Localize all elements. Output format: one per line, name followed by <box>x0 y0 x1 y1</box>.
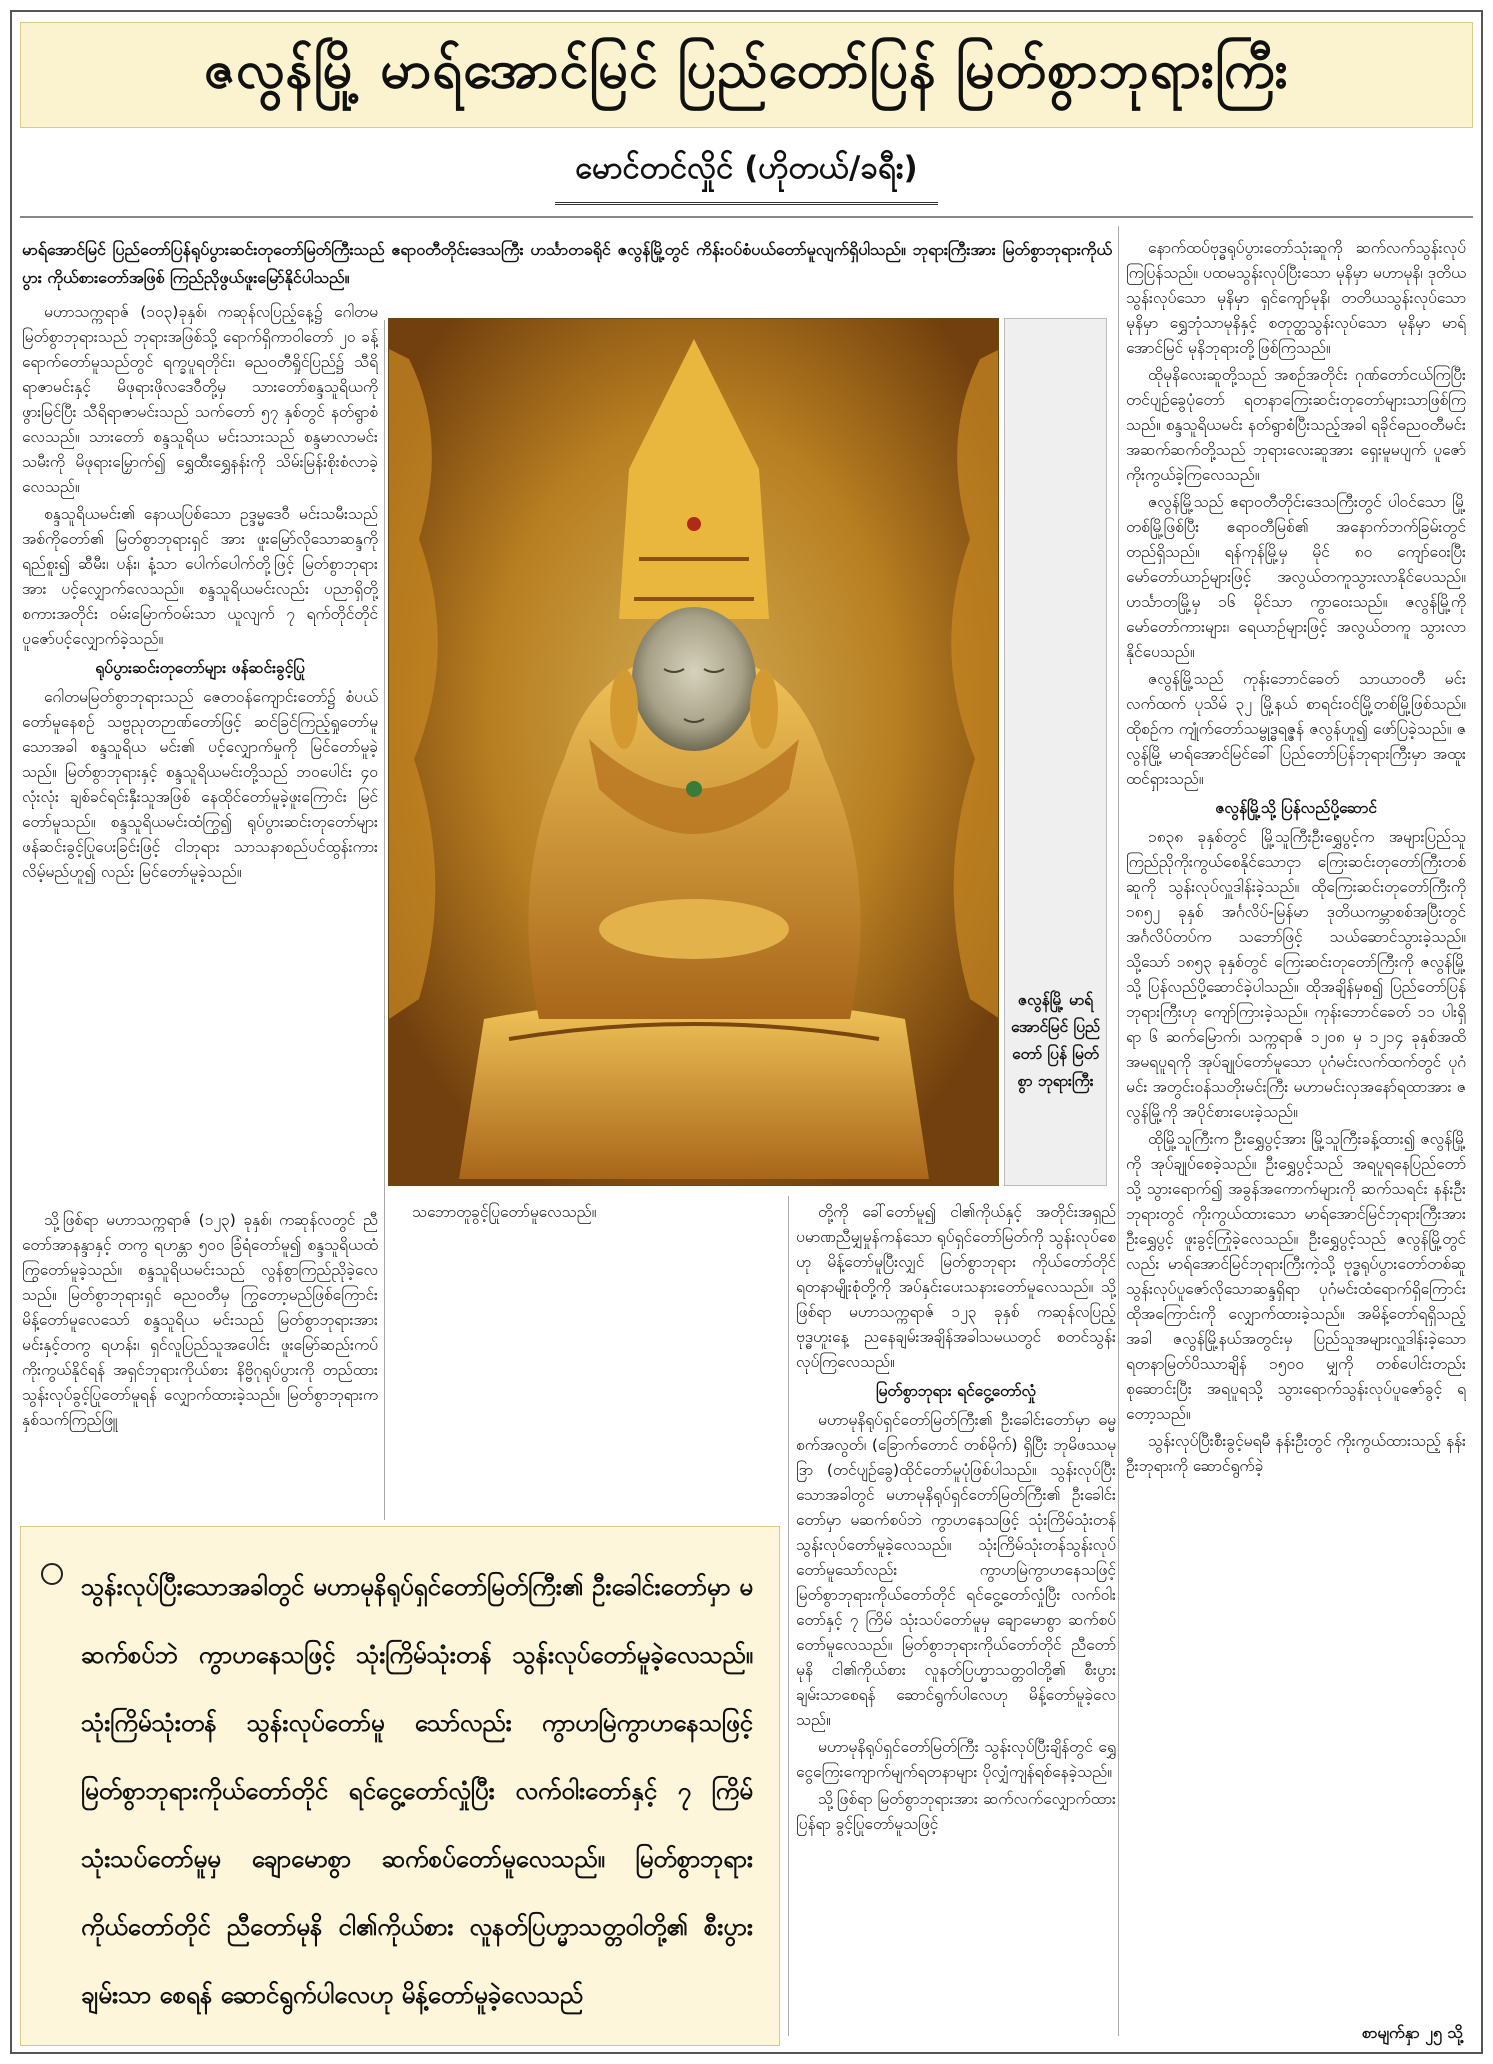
byline: မောင်တင်လှိုင် (ဟိုတယ်/ခရီး) <box>555 148 937 205</box>
byline-wrap <box>0 148 1493 205</box>
paragraph: နောက်ထပ်ဗုဒ္ဓရုပ်ပွားတော်သုံးဆူကို ဆက်လက်သွန်းလုပ်ကြပြန်သည်။ ပထမသွန်းလုပ်ပြီးသော မုနိမှာ မဟာမုနိ၊ ဒုတိယသွန်းလုပ်သော မုနိမှာ ရှင်ကျော်မုနိ၊ တတိယသွန်းလုပ်သော မုနိမှာ ရွှေဘုံသာမုနိနှင့် စတုတ္ထသွန်းလုပ်သော မုနိမှာ မာရ်အောင်မြင် မုနိဘုရားတို့ဖြစ်ကြသည်။ <box>1126 239 1466 357</box>
continued-on-page: စာမျက်နှာ ၂၅ သို့ <box>1361 2023 1463 2042</box>
paragraph: မဟာမုနိရုပ်ရှင်တော်မြတ်ကြီး၏ ဦးခေါင်းတော်မှာ ဓမ္မစက်အလွတ်၊ (ခြောက်တောင် တစ်မိုက်) ရှိပြီး ဘုမိဖဿမုဒြာ (တင်ပျဉ်ခွေ)ထိုင်တော်မူပုံဖြစ်ပါသည်။ သွန်းလုပ်ပြီးသောအခါတွင် မဟာမုနိရုပ်ရှင်တော်မြတ်ကြီး၏ ဦးခေါင်းတော်မှာ မဆက်စပ်ဘဲ ကွာဟနေသဖြင့် သုံးကြိမ်သုံးတန် သွန်းလုပ်တော်မူခဲ့လေသည်။ သုံးကြိမ်သုံးတန်သွန်းလုပ်တော်မူသော်လည်း ကွာဟမြဲကွာဟနေသဖြင့် မြတ်စွာဘုရားကိုယ်တော်တိုင် ရင်ငွေ့တော်လှုံပြီး လက်ဝါးတော်နှင့် ၇ ကြိမ် သုံးသပ်တော်မူမှ ချောမောစွာ ဆက်စပ်တော်မူလေသည်။ မြတ်စွာဘုရားကိုယ်တော်တိုင် ညီတော်မုနိ ငါ၏ကိုယ်စား လူနတ်ပြဟ္မာသတ္တဝါတို့၏ စီးပွားချမ်းသာစေရန် ဆောင်ရွက်ပါလေဟု မိန့်တော်မူခဲ့လေသည်။ <box>796 1411 1116 1729</box>
column-1 <box>22 300 378 1208</box>
column-3 <box>796 1200 1116 2040</box>
headline: ဇလွန်မြို့ မာရ်အောင်မြင် ပြည်တော်ပြန် မြတ်စွာဘုရားကြီး <box>204 40 1289 100</box>
subheading: မြတ်စွာဘုရား ရင်ငွေ့တော်လှုံ <box>875 1382 1037 1400</box>
paragraph: ၁၈၃၈ ခုနှစ်တွင် မြို့သူကြီးဦးရွှေပွင့်က အများပြည်သူကြည်ညိုကိုးကွယ်စေနိုင်သောငှာ ကြေးဆင်းတုတော်ကြီးတစ်ဆူကို သွန်းလုပ်လှူဒါန်းခဲ့သည်။ ထိုကြေးဆင်းတုတော်ကြီးကို ၁၈၅၂ ခုနှစ် အင်္ဂလိပ်-မြန်မာ ဒုတိယကမ္ဘာစစ်အပြီးတွင် အင်္ဂလိပ်တပ်က သဘော်ဖြင့် သယ်ဆောင်သွားခဲ့သည်။ သို့သော် ၁၈၅၃ ခုနှစ်တွင် ကြေးဆင်းတုတော်ကြီးကို ဇလွန်မြို့သို့ ပြန်လည်ပို့ဆောင်ခဲ့ပါသည်။ ထိုအချိန်မှစ၍ ပြည်တော်ပြန်ဘုရားကြီးဟု ကျော်ကြားခဲ့သည်။ ကုန်းဘောင်ခေတ် ၁၁ ပါးရှိရာ ၆ ဆက်မြောက်၊ သက္ကရာဇ် ၁၂၀၈ မှ ၁၂၁၄ ခုနှစ်အထိ အမရပူရကို အုပ်ချုပ်တော်မူသော ပုဂံမင်းလက်ထက်တွင် ပုဂံမင်း အတွင်းဝန်သတိုးမင်းကြီး မဟာမင်းလှအနော်ရထာအား ဇလွန်မြို့ကို အပိုင်စားပေးခဲ့သည်။ <box>1126 828 1466 1121</box>
column-4 <box>1126 236 1466 2006</box>
buddha-statue-photo <box>388 318 999 1186</box>
photo-caption: ဇလွန်မြို့ မာရ် အောင်မြင် ပြည်တော် ပြန် မြတ်စွာ ဘုရားကြီး <box>1011 991 1100 1090</box>
paragraph: ဂေါတမမြတ်စွာဘုရားသည် ဇေတဝန်ကျောင်းတော်၌ စံပယ်တော်မူနေစဉ် သဗ္ဗညုတဉာဏ်တော်ဖြင့် ဆင်ခြင်ကြည့်ရှုတော်မူသောအခါ စန္ဒသူရိယ မင်း၏ ပင့်လျှောက်မှုကို မြင်တော်မူခဲ့သည်။ မြတ်စွာဘုရားနှင့် စန္ဒသူရိယမင်းတို့သည် ဘဝပေါင်း ၄၀ လုံးလုံး ချစ်ခင်ရင်းနှီးသူအဖြစ် နေထိုင်တော်မူခဲ့ဖူးကြောင်း မြင်တော်မူသည်။ စန္ဒသူရိယမင်းထံကြွ၍ ရုပ်ပွားဆင်းတုတော်များ ဖန်ဆင်းခွင့်ပြုပေးခြင်းဖြင့် ငါဘုရား သာသနာစည်ပင်ထွန်းကားလိမ့်မည်ဟူ၍ လည်း မြင်တော်မူခဲ့သည်။ <box>22 688 378 881</box>
paragraph: စန္ဒသူရိယမင်း၏ နောယပြစ်သော ဥဒ္ဒမ္မဒေဝီ မင်းသမီးသည် အစ်ကိုတော်၏ မြတ်စွာဘုရားရှင် အား ဖူးမြော်လိုသောဆန္ဒကို ရည်စူး၍ ဆီမီး၊ ပန်း၊ နံ့သာ ပေါက်ပေါက်တို့ဖြင့် မြတ်စွာဘုရားအား ပင့်လျှောက်လေသည်။ စန္ဒသူရိယမင်းလည်း ပညာရှိတို့ စကားအတိုင်း ဝမ်းမြောက်ဝမ်းသာ ယူလျက် ၇ ရက်တိုင်တိုင် ပူဇော်ပင့်လျှောက်ခဲ့သည်။ <box>22 505 378 648</box>
pull-quote-text: သွန်းလုပ်ပြီးသောအခါတွင် မဟာမုနိရုပ်ရှင်တော်မြတ်ကြီး၏ ဦးခေါင်းတော်မှာ မဆက်စပ်ဘဲ ကွာဟနေသဖြင့် သုံးကြိမ်သုံးတန် သွန်းလုပ်တော်မူခဲ့လေသည်။ သုံးကြိမ်သုံးတန် သွန်းလုပ်တော်မူ သော်လည်း ကွာဟမြဲကွာဟနေသဖြင့် မြတ်စွာဘုရားကိုယ်တော်တိုင် ရင်ငွေ့တော်လှုံပြီး လက်ဝါးတော်နှင့် ၇ ကြိမ် သုံးသပ်တော်မူမှ ချောမောစွာ ဆက်စပ်တော်မူလေသည်။ မြတ်စွာဘုရားကိုယ်တော်တိုင် ညီတော်မုနိ ငါ၏ကိုယ်စား လူနတ်ပြဟ္မာသတ္တဝါတို့၏ စီးပွားချမ်းသာ စေရန် ဆောင်ရွက်ပါလေဟု မိန့်တော်မူခဲ့လေသည် <box>81 1573 753 2009</box>
paragraph: သို့ဖြစ်ရာ မဟာသက္ကရာဇ် (၁၂၃) ခုနှစ်၊ ကဆုန်လတွင် ညီတော်အာနန္ဒာနှင့် တကွ ရဟန္တာ ၅၀၀ ခြံရံတော်မူ၍ စန္ဒသူရိယထံ ကြွတော်မူခဲ့သည်။ စန္ဒသူရိယမင်းသည် လွန်စွာကြည်ညိုခဲ့လေသည်။ မြတ်စွာဘုရားရှင် ဓညဝတီမှ ကြွတော့မည်ဖြစ်ကြောင်း မိန့်တော်မူလေသော် စန္ဒသူရိယ မင်းသည် မြတ်စွာဘုရားအား မင်းနှင့်တကွ ရဟန်း၊ ရှင်လူပြည်သူအပေါင်း ဖူးမြော်ဆည်းကပ်ကိုးကွယ်နိုင်ရန် အရှင်ဘုရားကိုယ်စား နိဗ္ဗိဂုရုပ်ပွားကို တည်ထားသွန်းလုပ်ခွင့်ပြုတော်မူရန် လျှောက်ထားခဲ့သည်။ မြတ်စွာဘုရားက နှစ်သက်ကြည်ဖြူ <box>22 1211 378 1429</box>
headline-banner <box>20 22 1473 128</box>
paragraph: ထိုမုနိလေးဆူတို့သည် အစဉ်အတိုင်း ဂုဏ်တော်ငယ်ကြပြီး တင်ပျဉ်ခွေပုံတော် ရတနာကြေးဆင်းတုတော်များသာဖြစ်ကြသည်။ စန္ဒသူရိယမင်း နတ်ရွာစံပြီးသည့်အခါ ရခိုင်ဓညဝတီမင်း အဆက်ဆက်တို့သည် ဘုရားလေးဆူအား ရှေးမူမပျက် ပူဇော်ကိုးကွယ်ခဲ့ကြလေသည်။ <box>1126 366 1466 484</box>
pull-quote-box <box>20 1526 780 2046</box>
paragraph: ဇလွန်မြို့သည် ကုန်းဘောင်ခေတ် သာယာဝတီ မင်းလက်ထက် ပုသိမ် ၃၂ မြို့နယ် စာရင်းဝင်မြို့တစ်မြို့ဖြစ်သည်။ ထိုစဉ်က ကျုံက်တော်သမ္ဗုဒ္ဓရဇ္ဇန် ဇလွန်ဟူ၍ ဖော်ပြခဲ့သည်။ ဇလွန်မြို့ မာရ်အောင်မြင်ခေါ် ပြည်တော်ပြန်ဘုရားကြီးမှာ အထူးထင်ရှားသည်။ <box>1126 670 1466 788</box>
paragraph: ဇလွန်မြို့သည် ဧရာဝတီတိုင်းဒေသကြီးတွင် ပါဝင်သော မြို့တစ်မြို့ဖြစ်ပြီး ဧရာဝတီမြစ်၏ အနောက်ဘက်ခြမ်းတွင် တည်ရှိသည်။ ရန်ကုန်မြို့မှ မိုင် ၈၀ ကျော်ဝေးပြီး မော်တော်ယာဉ်များဖြင့် အလွယ်တကူသွားလာနိုင်ပေသည်။ ဟင်္သာတမြို့မှ ၁၆ မိုင်သာ ကွာဝေးသည်။ ဇလွန်မြို့ကို မော်တော်ကားများ၊ ရေယာဉ်များဖြင့် အလွယ်တကူ သွားလာနိုင်ပေသည်။ <box>1126 493 1466 661</box>
paragraph: မဟာသက္ကရာဇ် (၁၀၃)ခုနှစ်၊ ကဆုန်လပြည့်နေ့၌ ဂေါတမမြတ်စွာဘုရားသည် ဘုရားအဖြစ်သို့ ရောက်ရှိကာဝါတော် ၂၀ ခန့်ရောက်တော်မူသည်တွင် ရက္ခပူရတိုင်း၊ ဓညဝတီရှိုင်ပြည်၌ သီရိရာဇာမင်းနှင့် မိဖုရားဖိုလဒေဝီတို့မှ သားတော်စန္ဒသူရိယကို ဖွားမြင်ပြီး သီရိရာဇာမင်းသည် သက်တော် ၅၇ နှစ်တွင် နတ်ရွာစံလေသည်။ သားတော် စန္ဒသူရိယ မင်းသားသည် စန္ဒမာလာမင်းသမီးကို မိဖုရားမြှောက်၍ ရွှေထီးရွှေနန်းကို သိမ်းမြန်းစိုးစံလာခဲ့လေသည်။ <box>22 303 378 496</box>
subheading: ရုပ်ပွားဆင်းတုတော်များ ဖန်ဆင်းခွင့်ပြု <box>95 659 305 677</box>
column-divider <box>788 1196 789 2036</box>
buddha-statue-illustration <box>389 319 999 1186</box>
paragraph: တို့ကို ခေါ်တော်မူ၍ ငါ၏ကိုယ်နှင့် အတိုင်းအရှည် ပမာဏညီမျှမှုန်ကန်သော ရုပ်ရှင်တော်မြတ်ကို သွန်းလုပ်စေဟု မိန့်တော်မူပြီးလျှင် မြတ်စွာဘုရား ကိုယ်တော်တိုင် ရတနာမျိုးစုံတို့ကို အပ်နှင်းပေးသနားတော်မူလေသည်။ သို့ဖြစ်ရာ မဟာသက္ကရာဇ် ၁၂၃ ခုနှစ် ကဆုန်လပြည့် ဗုဒ္ဓဟူးနေ့ ညနေချမ်းအချိန်အခါသမယတွင် စတင်သွန်းလုပ်ကြလေသည်။ <box>796 1203 1116 1371</box>
paragraph: မဟာမုနိရုပ်ရှင်တော်မြတ်ကြီး သွန်းလုပ်ပြီးချိန်တွင် ရွှေငွေကြေးကျောက်မျက်ရတနာများ ပိုလျှံကျန်ရစ်နေခဲ့သည်။ <box>796 1738 1116 1781</box>
column-2 <box>390 1200 776 1518</box>
subheading: ဇလွန်မြို့သို့ ပြန်လည်ပို့ဆောင် <box>1215 799 1377 817</box>
top-rule <box>20 216 1473 218</box>
column-divider <box>384 320 385 1520</box>
paragraph: သွန်းလုပ်ပြီးစီးခွင့်မရမီ နန်းဦးတွင် ကိုးကွယ်ထားသည့် နန်းဦးဘုရားကို ဆောင်ရွက်ခဲ့ <box>1126 1432 1466 1475</box>
paragraph: သဘောတူခွင့်ပြုတော်မူလေသည်။ <box>412 1203 597 1221</box>
column-1-lower <box>22 1208 378 1518</box>
circle-bullet-icon <box>41 1563 63 1585</box>
lead-paragraph: မာရ်အောင်မြင် ပြည်တော်ပြန်ရုပ်ပွားဆင်းတုတော်မြတ်ကြီးသည် ဧရာဝတီတိုင်းဒေသကြီး ဟင်္သာတခရိုင် ဇလွန်မြို့တွင် ကိန်းဝပ်စံပယ်တော်မူလျက်ရှိပါသည်။ ဘုရားကြီးအား မြတ်စွာဘုရားကိုယ်ပွား ကိုယ်စားတော်အဖြစ် ကြည်ညိုဖွယ်ဖူးမြော်နိုင်ပါသည်။ <box>22 240 1112 287</box>
photo-caption-box <box>1004 318 1107 1186</box>
paragraph: သို့ဖြစ်ရာ မြတ်စွာဘုရားအား ဆက်လက်လျှောက်ထားပြန်ရာ ခွင့်ပြုတော်မူသဖြင့် <box>796 1790 1116 1833</box>
column-divider <box>1118 226 1119 2036</box>
paragraph: ထိုမြို့သူကြီးက ဦးရွှေပွင့်အား မြို့သူကြီးခန့်ထား၍ ဇလွန်မြို့ကို အုပ်ချုပ်စေခဲ့သည်။ ဦးရွှေပွင့်သည် အရပူရနေပြည်တော်သို့ သွားရောက်၍ အခွန်အကောက်များကို ဆက်သရင်း နန်းဦးဘုရားတွင် ကိုးကွယ်ထားသော မာရ်အောင်မြင်ဘုရားကြီးအား ဦးရွှေပွင့် ဖူးခွင့်ကြုံခဲ့လေသည်။ ဦးရွှေပွင့်သည် ဇလွန်မြို့တွင်လည်း မာရ်အောင်မြင်ဘုရားကြီးကဲ့သို့ ဗုဒ္ဓရုပ်ပွားတော်တစ်ဆူ သွန်းလုပ်ပူဇော်လိုသောဆန္ဒရှိရာ ပုဂံမင်းထံရောက်ရှိကြောင်း ထိုအကြောင်းကို လျှောက်ထားခဲ့သည်။ အမိန့်တော်ရရှိသည့်အခါ ဇလွန်မြို့နယ်အတွင်းမှ ပြည်သူအများလှူဒါန်းခဲ့သော ရတနာမြတ်ပိဿာချိန် ၁၅၀၀ မျှကို တစ်ပေါင်းတည်း စုဆောင်းပြီး အရပူရသို့ သွားရောက်သွန်းလုပ်ပူဇော်ခွင့် ရတော့သည်။ <box>1126 1130 1466 1423</box>
